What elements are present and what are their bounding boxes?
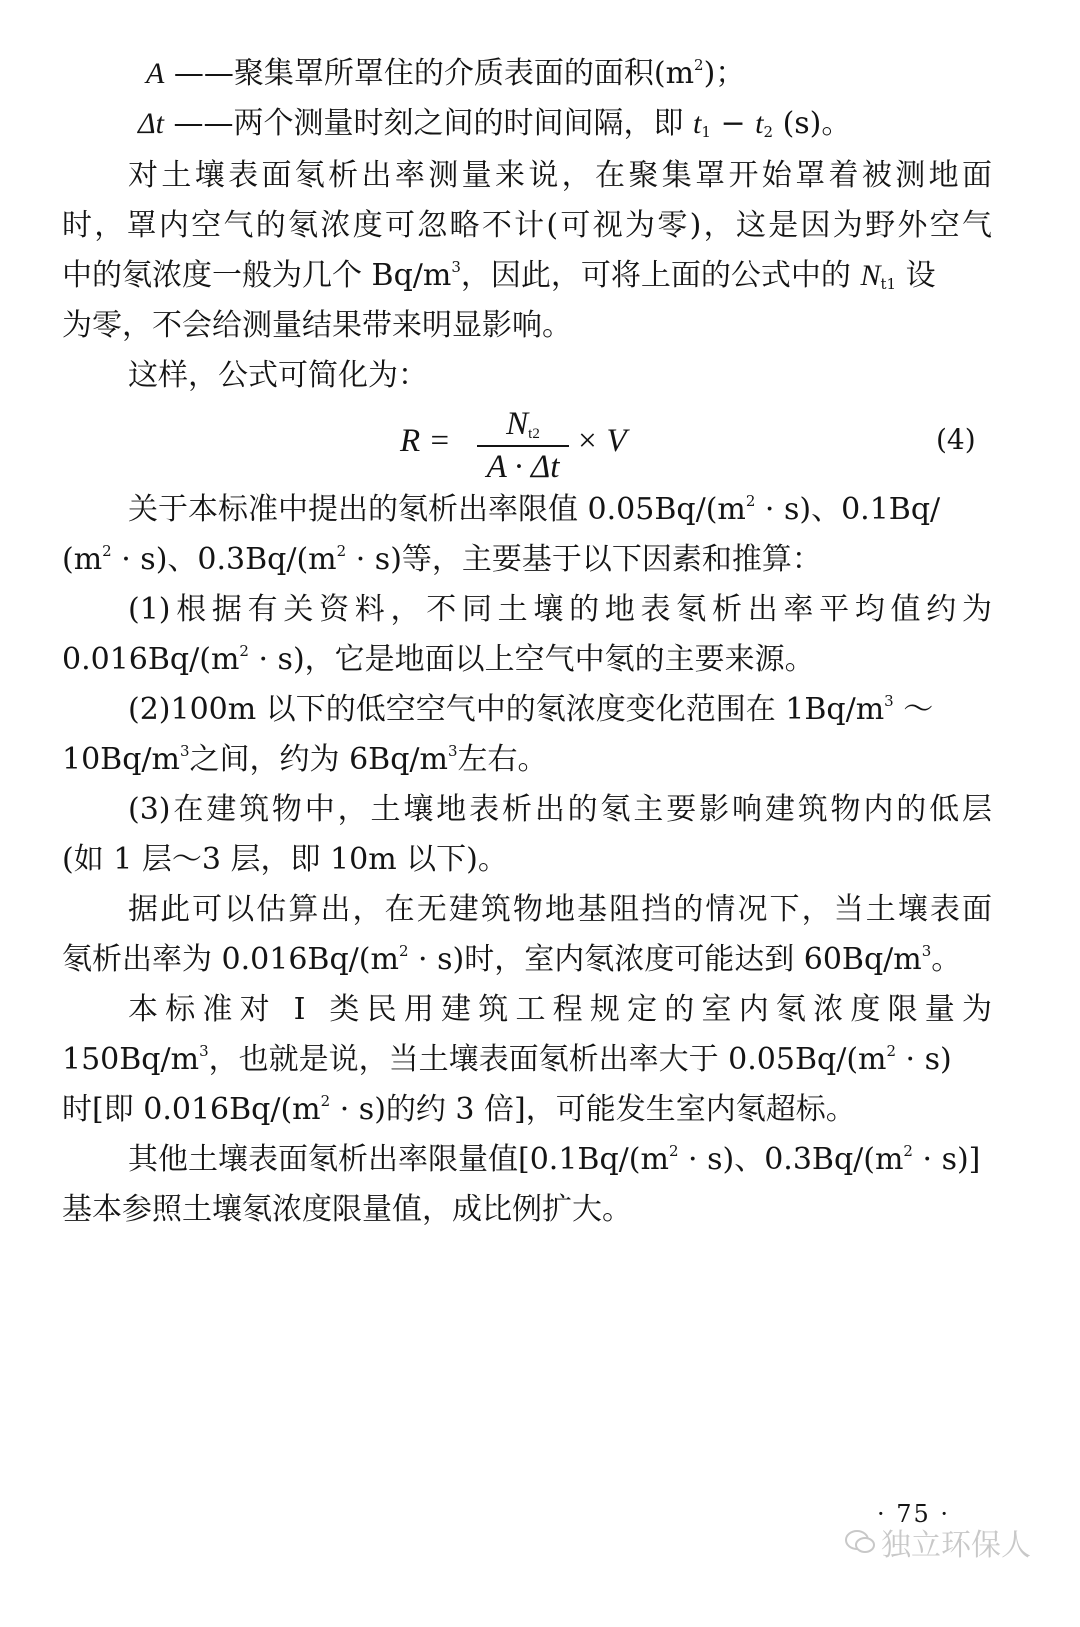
text-run: 设 [896,258,936,293]
superscript: 3 [447,742,458,760]
paragraph-line: 对土壤表面氡析出率测量来说，在聚集罩开始罩着被测地面 [128,158,992,193]
text-run: 氡析出率为 0.016Bq/(m [62,942,399,977]
subscript: t1 [880,275,897,293]
superscript: 2 [745,492,756,510]
wechat-icon [845,1528,875,1563]
superscript: 2 [694,56,704,74]
superscript: 2 [398,942,409,960]
def-time-text: ——两个测量时刻之间的时间间隔，即 [163,106,694,141]
text-run: (2)100m 以下的低空空气中的氡浓度变化范围在 1Bq/m [128,692,885,727]
list-item-line [128,688,992,736]
text-run: · s)，它是地面以上空气中氡的主要来源。 [248,642,815,677]
formula-lhs-text: R = [400,423,451,459]
formula-fraction [477,405,569,487]
text-run: 之间，约为 6Bq/m [189,742,448,777]
text-run: · s)] [912,1142,981,1177]
paragraph-line: 本标准对 Ⅰ 类民用建筑工程规定的室内氡浓度限量为 [128,992,992,1027]
text-run: · s)、0.3Bq/(m [111,542,337,577]
paragraph-line [62,538,992,586]
formula [400,405,660,485]
paragraph-line: 这样，公式可简化为： [128,358,428,393]
superscript: 3 [179,742,190,760]
text-run: 150Bq/m [62,1042,200,1077]
superscript: 3 [921,942,932,960]
paragraph-line [128,1138,992,1186]
text-run: · s)、0.1Bq/ [755,492,941,527]
text-run: ～ [893,692,934,727]
watermark-text: 独立环保人 [881,1528,1031,1563]
subscript: 1 [701,123,711,141]
text-run: · s)的约 3 倍]，可能发生室内氡超标。 [330,1092,856,1127]
superscript: 2 [320,1092,331,1110]
paragraph-line: 为零，不会给测量结果带来明显影响。 [62,308,572,343]
superscript: 2 [239,642,249,660]
text-run: · s) [896,1042,952,1077]
subscript: t2 [528,426,540,442]
paragraph-line: 基本参照土壤氡浓度限量值，成比例扩大。 [62,1192,632,1227]
watermark [845,1520,1031,1564]
text-run: 中的氡浓度一般为几个 Bq/m [62,258,452,293]
def-time-tail: (s)。 [773,106,852,141]
superscript: 2 [668,1142,679,1160]
paragraph-line: 时，罩内空气的氡浓度可忽略不计(可视为零)，这是因为野外空气 [62,208,992,243]
minus-sign: − [710,106,756,141]
list-item-line [62,738,992,786]
text-run: 。 [931,942,962,977]
text-run: ，也就是说，当土壤表面氡析出率大于 0.05Bq/(m [208,1042,887,1077]
text-run: (m [62,542,103,577]
superscript: 2 [903,1142,913,1160]
paragraph-line: 据此可以估算出，在无建筑物地基阻挡的情况下，当土壤表面 [128,892,992,927]
superscript: 2 [886,1042,897,1060]
paragraph-line [128,488,992,536]
list-item-line [62,638,992,686]
list-item-line: (如 1 层～3 层，即 10m 以下)。 [62,842,508,877]
superscript: 3 [199,1042,209,1060]
paragraph-line [62,254,992,302]
def-time-line [138,102,1068,150]
symbol-A: A [146,57,165,90]
formula-numerator [477,405,569,443]
def-area-tail: )； [703,56,746,91]
paragraph-line [62,1038,992,1086]
symbol-N: N [860,259,881,292]
equation-number: (4) [936,423,976,456]
numerator-N: N [506,406,529,442]
superscript: 3 [884,692,894,710]
text-run: ，因此，可将上面的公式中的 [460,258,861,293]
formula-lhs [400,423,451,460]
subscript: 2 [763,123,774,141]
text-run: 左右。 [457,742,548,777]
text-run: 关于本标准中提出的氡析出率限值 0.05Bq/(m [128,492,746,527]
text-run: 10Bq/m [62,742,180,777]
symbol-t1: t [693,107,702,140]
paragraph-line [62,1088,992,1136]
superscript: 2 [336,542,347,560]
symbol-t2: t [755,107,764,140]
text-run: 时[即 0.016Bq/(m [62,1092,321,1127]
list-item-line: (1)根据有关资料，不同土壤的地表氡析出率平均值约为 [128,592,992,627]
paragraph-line [62,938,992,986]
list-item-line: (3)在建筑物中，土壤地表析出的氡主要影响建筑物内的低层 [128,792,992,827]
text-run: 0.016Bq/(m [62,642,240,677]
superscript: 3 [451,258,461,276]
symbol-dt: Δt [138,107,164,140]
page-number: · 75 · [877,1500,951,1528]
text-run: · s)时，室内氡浓度可能达到 60Bq/m [408,942,922,977]
text-run: 其他土壤表面氡析出率限量值[0.1Bq/(m [128,1142,669,1177]
formula-rhs: × V [576,423,627,459]
text-run: · s)等，主要基于以下因素和推算： [346,542,822,577]
formula-denominator: A · Δt [486,449,560,485]
superscript: 2 [102,542,112,560]
def-area-text: ——聚集罩所罩住的介质表面的面积(m [164,56,695,91]
def-area-line [146,52,1076,100]
text-run: · s)、0.3Bq/(m [678,1142,904,1177]
